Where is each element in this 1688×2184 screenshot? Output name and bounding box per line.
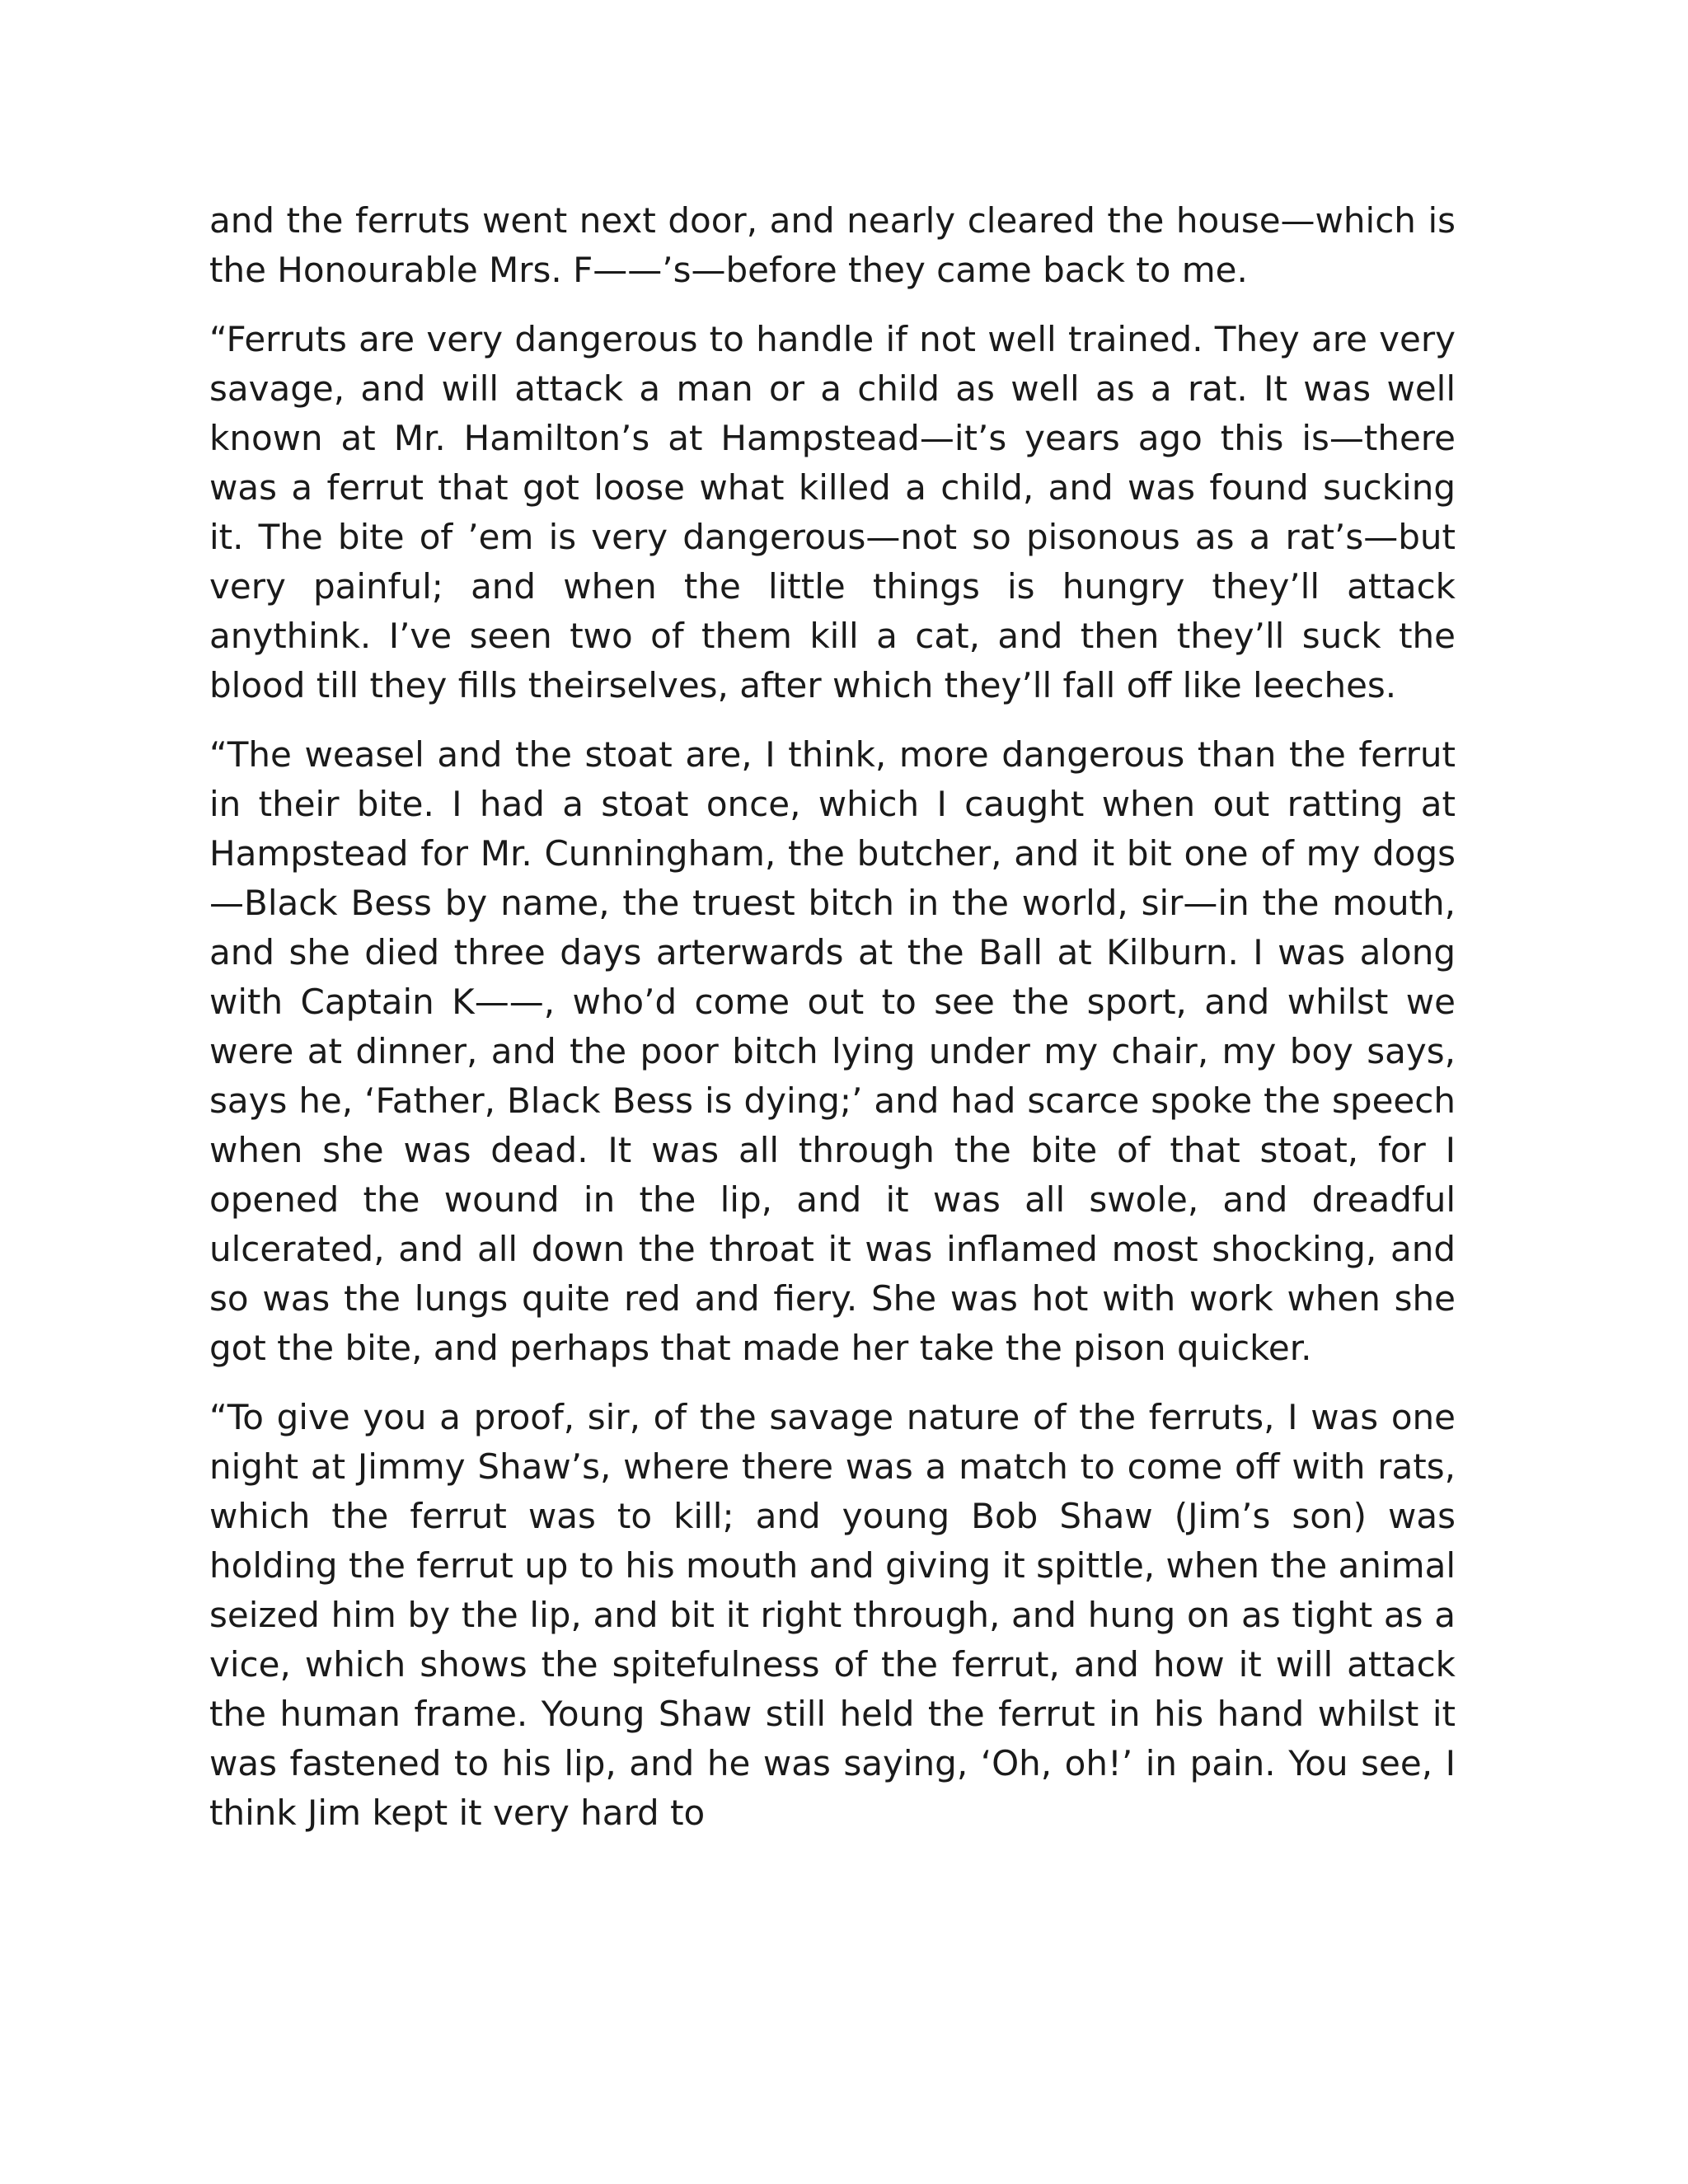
paragraph-1: and the ferruts went next door, and nearly cleared the house—which is the Honourable Mrs. F——’s—before they came back to me. [209, 200, 1456, 290]
paragraph-3: “The weasel and the stoat are, I think, more dangerous than the ferrut in their bite. I had a stoat once, which I caught when out ratting at Hampstead for Mr. Cunningham, the butcher, and it bit one of my dogs—Black Bess by name, the truest bitch in the world, sir—in the mouth, and she died three days arterwards at the Ball at Kilburn. I was along with Captain K——, who’d come out to see the sport, and whilst we were at dinner, and the poor bitch lying under my chair, my boy says, says he, ‘Father, Black Bess is dying;’ and had scarce spoke the speech when she was dead. It was all through the bite of that stoat, for I opened the wound in the lip, and it was all swole, and dreadful ulcerated, and all down the throat it was inflamed most shocking, and so was the lungs quite red and fiery. She was hot with work when she got the bite, and perhaps that made her take the pison quicker. [209, 734, 1456, 1368]
paragraph-2: “Ferruts are very dangerous to handle if not well trained. They are very savage, and will attack a man or a child as well as a rat. It was well known at Mr. Hamilton’s at Hampstead—it’s years ago this is—there was a ferrut that got loose what killed a child, and was found sucking it. The bite of ’em is very dangerous—not so pisonous as a rat’s—but very painful; and when the little things is hungry they’ll attack anythink. I’ve seen two of them kill a cat, and then they’ll suck the blood till they fills theirselves, after which they’ll fall off like leeches. [209, 319, 1456, 705]
paragraph-4: “To give you a proof, sir, of the savage nature of the ferruts, I was one night at Jimmy Shaw’s, where there was a match to come off with rats, which the ferrut was to kill; and young Bob Shaw (Jim’s son) was holding the ferrut up to his mouth and giving it spittle, when the animal seized him by the lip, and bit it right through, and hung on as tight as a vice, which shows the spitefulness of the ferrut, and how it will attack the human frame. Young Shaw still held the ferrut in his hand whilst it was fastened to his lip, and he was saying, ‘Oh, oh!’ in pain. You see, I think Jim kept it very hard to [209, 1397, 1456, 1833]
document-page [209, 196, 1456, 1858]
